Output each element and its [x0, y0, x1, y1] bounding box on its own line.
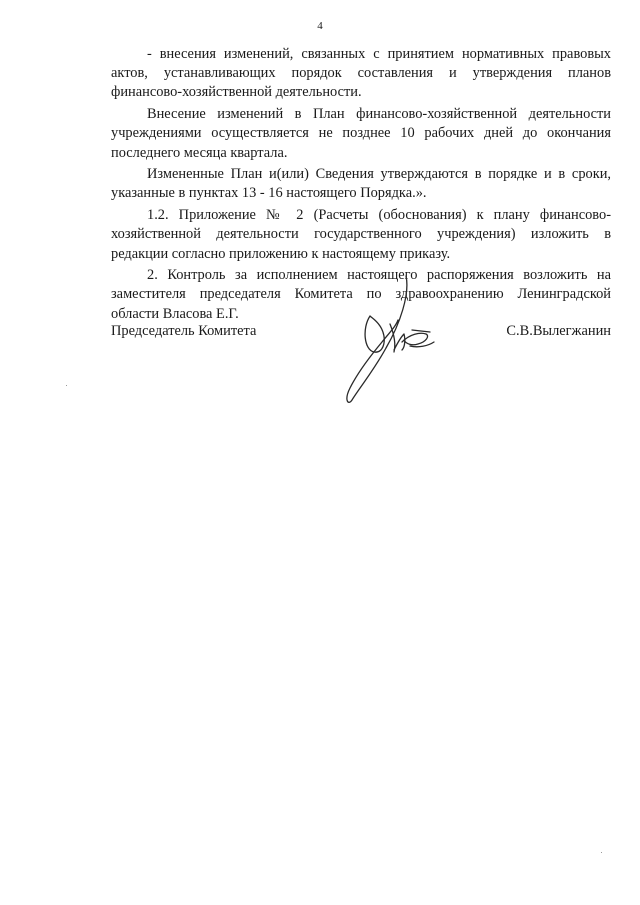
paragraph-approval-terms: Измененные План и(или) Сведения утверждаются в порядке и в сроки, указанные в пунктах 13 - 16 настоящего Порядка.».	[111, 166, 611, 202]
scan-speck	[66, 385, 67, 386]
paragraph-appendix-2: 1.2. Приложение № 2 (Расчеты (обоснования) к плану финансово-хозяйственной деятельности государственного учреждения) изложить в редакции согласно приложению к настоящему приказу.	[111, 207, 611, 262]
scan-speck	[601, 852, 602, 853]
signatory-position: Председатель Комитета	[111, 323, 257, 339]
paragraph-control: 2. Контроль за исполнением настоящего распоряжения возложить на заместителя председателя Комитета по здравоохранению Ленинградской области Власова Е.Г.	[111, 267, 611, 322]
page-number: 4	[317, 20, 323, 32]
paragraph-amendment-deadline: Внесение изменений в План финансово-хозяйственной деятельности учреждениями осуществляется не позднее 10 рабочих дней до окончания последнего месяца квартала.	[111, 106, 611, 161]
signatory-name: С.В.Вылегжанин	[506, 323, 611, 339]
handwritten-signature	[340, 272, 440, 406]
paragraph-amendment-clause: - внесения изменений, связанных с принятием нормативных правовых актов, устанавливающих порядок составления и утверждения планов финансово-хозяйственной деятельности.	[111, 46, 611, 101]
